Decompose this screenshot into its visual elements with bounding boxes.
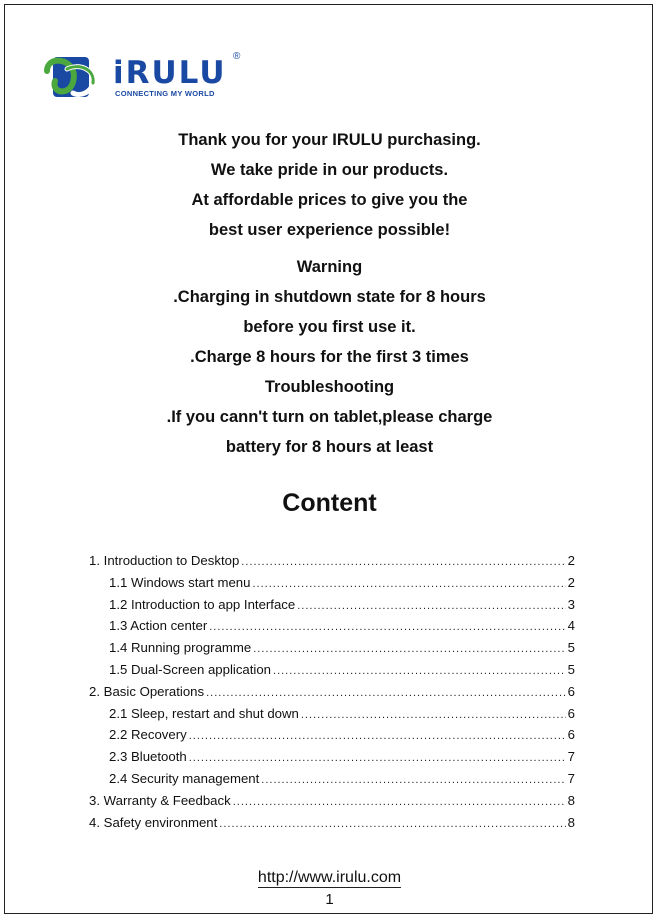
brand-logo (43, 49, 253, 105)
toc-leader-dots (253, 643, 565, 655)
toc-entry-title: 1.1 Windows start menu (109, 574, 251, 590)
troubleshooting-title: Troubleshooting (264, 378, 395, 396)
website-link[interactable] (5, 869, 654, 887)
thank-you-message (5, 125, 654, 245)
toc-leader-dots (219, 818, 565, 830)
troubleshooting-line: .If you cann't turn on tablet,please charge (166, 408, 493, 426)
table-of-contents (89, 553, 575, 836)
toc-entry[interactable] (89, 749, 575, 771)
logo-wordmark: iRULU (113, 55, 227, 91)
intro-line: best user experience possible! (208, 221, 451, 239)
toc-leader-dots (252, 578, 565, 590)
toc-leader-dots (297, 600, 565, 612)
intro-line: Thank you for your IRULU purchasing. (178, 131, 481, 149)
warning-line: .Charge 8 hours for the first 3 times (190, 348, 469, 366)
toc-page-number: 8 (567, 792, 575, 808)
toc-entry[interactable] (89, 684, 575, 706)
toc-page-number: 3 (567, 596, 575, 612)
manual-page (4, 4, 653, 914)
toc-entry-title: 4. Safety environment (89, 814, 218, 830)
toc-entry-title: 1.4 Running programme (109, 640, 252, 656)
toc-entry-title: 2. Basic Operations (89, 683, 205, 699)
toc-entry-title: 2.1 Sleep, restart and shut down (109, 705, 299, 721)
toc-entry[interactable] (89, 662, 575, 684)
toc-entry-title: 3. Warranty & Feedback (89, 792, 231, 808)
toc-entry[interactable] (89, 553, 575, 575)
toc-entry[interactable] (89, 575, 575, 597)
toc-leader-dots (209, 621, 565, 633)
content-heading: Content (282, 489, 377, 517)
toc-leader-dots (273, 665, 566, 677)
toc-entry-title: 2.4 Security management (109, 770, 260, 786)
toc-page-number: 2 (567, 574, 575, 590)
toc-entry-title: 1.3 Action center (109, 618, 208, 634)
logo-tagline: CONNECTING MY WORLD (115, 89, 215, 98)
intro-line: We take pride in our products. (210, 161, 449, 179)
toc-page-number: 5 (567, 661, 575, 677)
toc-leader-dots (189, 752, 566, 764)
toc-entry-title: 1.5 Dual-Screen application (109, 661, 272, 677)
toc-leader-dots (301, 709, 566, 721)
intro-line: At affordable prices to give you the (191, 191, 468, 209)
toc-entry[interactable] (89, 640, 575, 662)
toc-page-number: 6 (567, 705, 575, 721)
irulu-logo-icon (43, 49, 99, 105)
toc-entry[interactable] (89, 771, 575, 793)
toc-entry[interactable] (89, 597, 575, 619)
toc-leader-dots (261, 774, 565, 786)
toc-entry-title: 2.2 Recovery (109, 727, 187, 743)
toc-entry[interactable] (89, 727, 575, 749)
toc-leader-dots (189, 730, 566, 742)
toc-page-number: 7 (567, 749, 575, 765)
troubleshooting-section (5, 372, 654, 462)
registered-mark: ® (233, 51, 241, 62)
warning-title: Warning (296, 258, 363, 276)
toc-entry[interactable] (89, 793, 575, 815)
website-url[interactable]: http://www.irulu.com (257, 869, 402, 886)
toc-page-number: 8 (567, 814, 575, 830)
toc-entry[interactable] (89, 706, 575, 728)
toc-page-number: 4 (567, 618, 575, 634)
toc-leader-dots (233, 796, 566, 808)
page-number: 1 (325, 891, 334, 908)
troubleshooting-line: battery for 8 hours at least (225, 438, 434, 456)
toc-entry-title: 2.3 Bluetooth (109, 749, 187, 765)
toc-page-number: 6 (567, 727, 575, 743)
toc-leader-dots (206, 687, 566, 699)
toc-page-number: 5 (567, 640, 575, 656)
toc-entry-title: 1. Introduction to Desktop (89, 553, 240, 568)
toc-entry[interactable] (89, 618, 575, 640)
warning-section (5, 252, 654, 372)
warning-line: before you first use it. (243, 318, 416, 336)
toc-entry-title: 1.2 Introduction to app Interface (109, 596, 296, 612)
toc-leader-dots (241, 556, 565, 568)
toc-page-number: 2 (567, 553, 575, 568)
toc-entry[interactable] (89, 815, 575, 837)
toc-page-number: 7 (567, 770, 575, 786)
toc-page-number: 6 (567, 683, 575, 699)
warning-line: .Charging in shutdown state for 8 hours (173, 288, 486, 306)
